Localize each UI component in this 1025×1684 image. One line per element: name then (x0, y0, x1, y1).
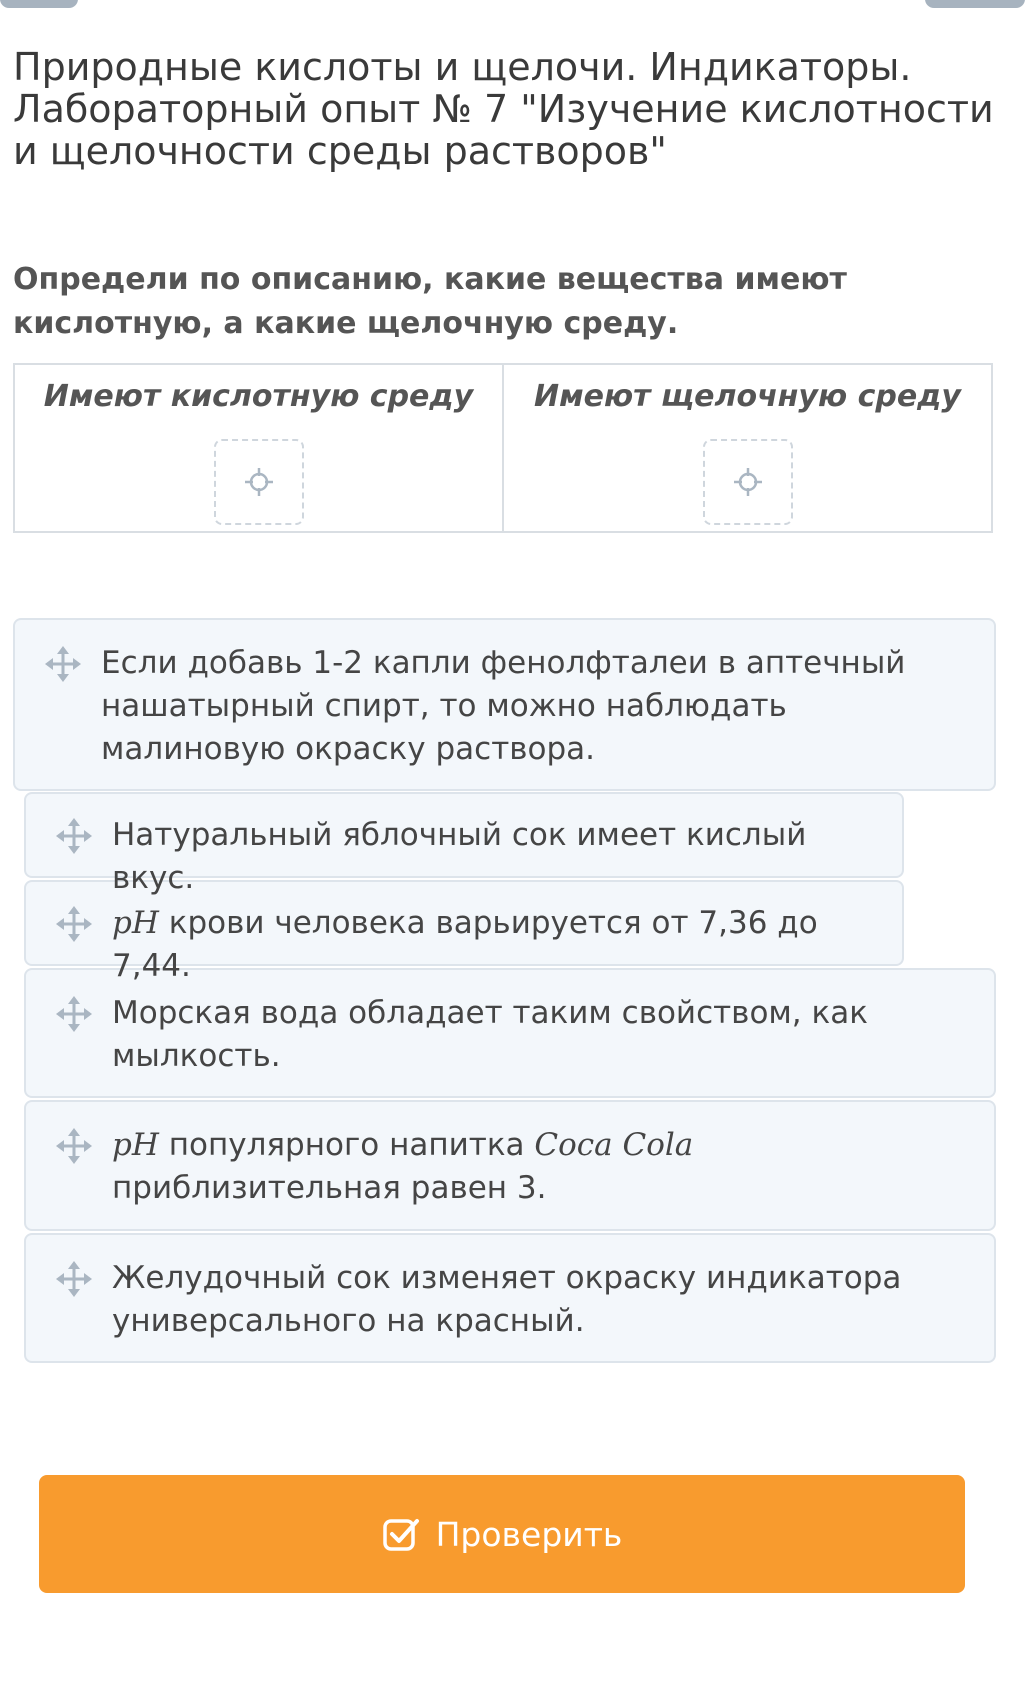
task-instruction: Определи по описанию, какие вещества имеют кислотную, а какие щелочную среду. (13, 262, 847, 341)
item-text (112, 902, 872, 988)
item-text-middle: популярного напитка (168, 1127, 525, 1163)
move-arrows-icon (45, 646, 81, 682)
checkbox-check-icon (382, 1515, 420, 1553)
item-text: Если добавь 1-2 капли фенолфталеи в аптечный нашатырный спирт, то можно наблюдать малиновую окраску раствора. (101, 645, 906, 767)
move-arrows-icon (56, 906, 92, 942)
draggable-item[interactable] (24, 792, 904, 896)
drop-zone-alkaline[interactable] (703, 439, 793, 525)
crosshair-target-icon (244, 467, 274, 497)
item-text: Морская вода обладает таким свойством, как мылкость. (112, 995, 868, 1074)
check-button-label: Проверить (435, 1514, 623, 1554)
drop-zone-acidic[interactable] (214, 439, 304, 525)
page-title: Природные кислоты и щелочи. Индикаторы. Лабораторный опыт № 7 "Изучение кислотности и щелочности среды растворов" (13, 45, 994, 173)
top-tab-right[interactable] (925, 0, 1025, 8)
draggable-item[interactable] (13, 618, 996, 791)
item-text-rest: приблизительная равен 3. (112, 1170, 547, 1206)
move-arrows-icon (56, 818, 92, 854)
move-arrows-icon (56, 1261, 92, 1297)
ph-symbol: pH (112, 1127, 159, 1163)
move-arrows-icon (56, 996, 92, 1032)
category-acidic (15, 365, 502, 531)
category-table (13, 363, 993, 533)
item-text: Желудочный сок изменяет окраску индикатора универсального на красный. (112, 1260, 902, 1339)
top-tab-left[interactable] (0, 0, 78, 8)
brand-name: Coca Cola (534, 1127, 694, 1163)
crosshair-target-icon (733, 467, 763, 497)
check-button[interactable] (39, 1475, 965, 1593)
category-alkaline-title: Имеют щелочную среду (534, 379, 961, 414)
category-alkaline (502, 365, 991, 531)
item-text (112, 1124, 964, 1210)
ph-symbol: pH (112, 905, 159, 941)
draggable-items-list (13, 618, 996, 1363)
item-text-rest: крови человека варьируется от 7,36 до 7,44. (112, 905, 818, 984)
draggable-item[interactable] (24, 1233, 996, 1363)
draggable-item[interactable] (24, 1100, 996, 1231)
move-arrows-icon (56, 1128, 92, 1164)
item-text: Натуральный яблочный сок имеет кислый вкус. (112, 817, 807, 896)
category-acidic-title: Имеют кислотную среду (43, 379, 474, 414)
